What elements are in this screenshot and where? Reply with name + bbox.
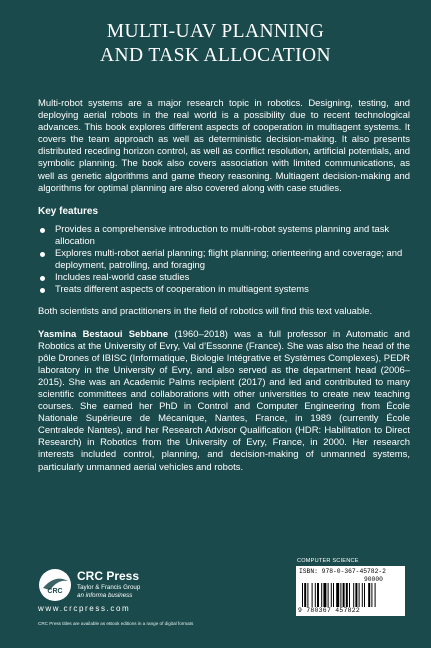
barcode-bar [307,583,308,607]
closing-paragraph: Both scientists and practitioners in the field of robotics will find this text valuable. [38,306,373,318]
barcode-bar [328,583,329,607]
crc-press-logo [38,568,72,602]
subject-category: COMPUTER SCIENCE [297,558,359,564]
barcode-bar [371,583,372,607]
barcode-bar [333,583,334,607]
publisher-website: www.crcpress.com [38,604,131,613]
publisher-tagline: an informa business [77,592,133,599]
title-line-1: MULTI-UAV PLANNING [106,21,325,42]
barcode-bar [349,583,350,607]
barcode-bar [359,583,360,607]
feature-item: Provides a comprehensive introduction to multi-robot systems planning and task allocation [38,224,410,248]
barcode-bar [323,583,326,607]
barcode-bar [364,583,365,607]
feature-item: Includes real-world case studies [38,272,410,284]
barcode-bar [321,583,322,607]
barcode-bar [353,583,354,607]
barcode [296,566,405,616]
barcode-bar [331,583,332,607]
description-paragraph: Multi-robot systems are a major research topic in robotics. Designing, testing, and deploying aerial robots in the real world is a possibility due to recent technological advances. This book explores different aspects of cooperation in multiagent systems. It covers the team approach as well as deterministic decision-making. It also presents distributed receding horizon control, as well as conflict resolution, artificial potentials, and symbolic planning. The book also covers association with limited communications, as well as genetic algorithms and game theory reasoning. Multiagent decision-making and algorithms for optimal planning are also covered along with case studies. [38,98,410,194]
barcode-bar [312,583,313,607]
key-features-heading: Key features [38,205,99,217]
barcode-bar [304,583,306,607]
feature-item: Explores multi-robot aerial planning; flight planning; orienteering and coverage; and deployment, patrolling, and foraging [38,248,410,272]
barcode-bar [340,583,341,607]
barcode-bar [375,583,376,607]
barcode-bar [355,583,357,607]
barcode-digits: 9 780367 457822 [298,607,361,614]
author-bio-text: (1960–2018) was a full professor in Automatic and Robotics at the University of Evry, Val d’Essonne (France). She was also the head of the pôle Drones of IBISC (Informatique, Biologie Intégrative et Systèmes Complexes), PEDR laboratory in the University of Evry, and also served as the department head (2006–2015). She was an Academic Palms recipient (2017) and led and contributed to many scientific committees and collaborations with other universities to create new teaching courses. She earned her PhD in Control and Computer Engineering from École Nationale Supérieure de Mécanique, Nantes, France, in 1989 (currently École Centralede Nantes), and her Research Advisor Qualification (HDR: Habilitation to Direct Research) in Robotics from the University of Evry, France, in 2000. Her research interests included control, planning, and decision-making of unmanned systems, particularly unmanned aerial vehicles and robots. [38,328,410,473]
book-title [0,20,431,68]
barcode-bar [343,583,345,607]
feature-item: Treats different aspects of cooperation in multiagent systems [38,284,410,296]
ebook-note: CRC Press titles are available as eBook editions in a range of digital formats [38,621,194,626]
publisher-group: Taylor & Francis Group [77,584,141,591]
back-cover-text [38,98,410,474]
barcode-bar [368,583,370,607]
barcode-bar [315,583,316,607]
price-code: 90000 [364,576,383,583]
author-name: Yasmina Bestaoui Sebbane [38,328,169,340]
barcode-bar [302,583,303,607]
barcode-bar [362,583,363,607]
key-features-list [38,224,410,297]
barcode-bar [336,583,339,607]
barcode-bar [317,583,319,607]
publisher-name: CRC Press [77,569,140,583]
isbn-text: ISBN: 978-0-367-45782-2 [299,568,386,575]
author-bio [38,329,410,474]
crc-logo-text: CRC [47,588,63,595]
barcode-bar [346,583,348,607]
barcode-bars [302,583,399,607]
title-line-2: AND TASK ALLOCATION [99,45,331,66]
